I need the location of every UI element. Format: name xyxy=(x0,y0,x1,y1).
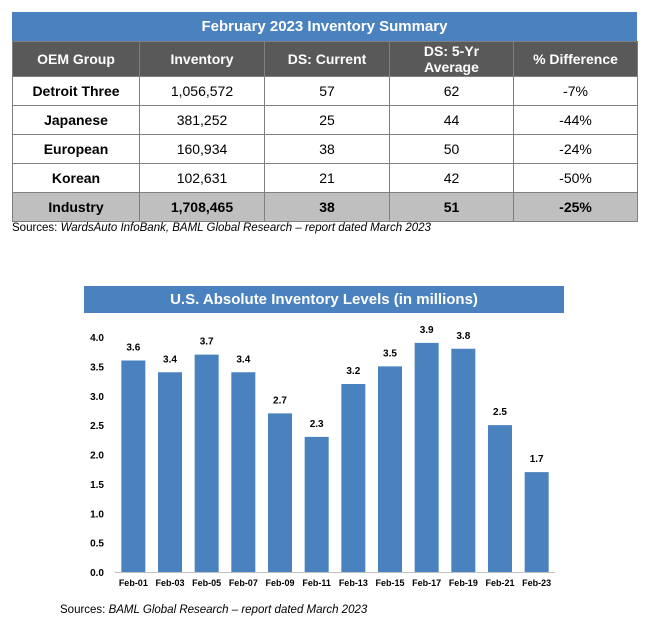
data-label: 3.9 xyxy=(419,324,434,336)
bar xyxy=(268,413,292,572)
data-label: 3.2 xyxy=(346,366,361,377)
data-label: 3.7 xyxy=(199,336,214,348)
cell-inventory: 102,631 xyxy=(140,164,265,193)
cell-inventory: 1,056,572 xyxy=(140,77,265,106)
bar xyxy=(305,437,329,572)
bar xyxy=(341,384,365,572)
cell-ds-current: 57 xyxy=(265,77,390,106)
table-total-row xyxy=(13,193,638,222)
x-tick-label: Feb-03 xyxy=(155,578,185,588)
x-tick-label: Feb-19 xyxy=(448,578,478,588)
cell-oem-group: Korean xyxy=(13,164,140,193)
y-tick-label: 0.0 xyxy=(90,568,104,579)
cell-pct-difference: -50% xyxy=(514,164,638,193)
cell-ds-current: 38 xyxy=(265,135,390,164)
x-tick-label: Feb-07 xyxy=(228,578,258,588)
bar xyxy=(451,349,475,572)
x-axis xyxy=(115,573,555,589)
bars xyxy=(121,325,548,572)
total-oem-group: Industry xyxy=(13,193,140,222)
data-label: 2.3 xyxy=(309,418,324,430)
y-tick-label: 3.0 xyxy=(90,391,104,403)
table-source-text: WardsAuto InfoBank, BAML Global Research – report dated March 2023 xyxy=(60,222,431,234)
data-label: 3.4 xyxy=(163,354,177,366)
x-tick-label: Feb-09 xyxy=(265,578,295,588)
table-source-label: Sources: xyxy=(12,222,61,234)
cell-ds-current: 21 xyxy=(265,164,390,193)
header-inventory: Inventory xyxy=(140,42,265,77)
total-ds-5yr-average: 51 xyxy=(390,193,514,222)
bar xyxy=(121,361,145,573)
y-tick-label: 3.5 xyxy=(90,362,104,374)
cell-inventory: 160,934 xyxy=(140,135,265,164)
table-header-row xyxy=(13,42,638,77)
data-label: 3.6 xyxy=(126,342,141,354)
table-title: February 2023 Inventory Summary xyxy=(12,12,637,41)
chart-source-note xyxy=(60,604,367,616)
y-tick-label: 1.5 xyxy=(90,479,104,491)
header-pct-difference: % Difference xyxy=(514,42,638,77)
y-tick-label: 0.5 xyxy=(90,538,104,550)
table-row xyxy=(13,135,638,164)
bar xyxy=(525,472,549,572)
bar xyxy=(378,366,402,572)
x-tick-label: Feb-11 xyxy=(302,578,331,588)
cell-ds-5yr-average: 50 xyxy=(390,135,514,164)
bar xyxy=(488,425,512,572)
x-tick-label: Feb-15 xyxy=(375,578,405,588)
x-tick-label: Feb-01 xyxy=(118,578,148,588)
data-label: 3.5 xyxy=(383,348,397,360)
cell-ds-current: 25 xyxy=(265,106,390,135)
cell-ds-5yr-average: 44 xyxy=(390,106,514,135)
header-oem-group: OEM Group xyxy=(13,42,140,77)
data-label: 1.7 xyxy=(529,454,544,466)
y-tick-label: 4.0 xyxy=(90,333,104,344)
x-tick-label: Feb-21 xyxy=(485,578,515,588)
cell-oem-group: European xyxy=(13,135,140,164)
header-ds-5yr-average xyxy=(390,42,514,77)
header-ds-current: DS: Current xyxy=(265,42,390,77)
data-label: 3.4 xyxy=(236,354,251,366)
cell-pct-difference: -24% xyxy=(514,135,638,164)
header-ds-5yr-average-text: DS: 5-Yr Average xyxy=(423,43,480,75)
x-tick-label: Feb-05 xyxy=(192,578,222,588)
table-row xyxy=(13,77,638,106)
x-tick-label: Feb-13 xyxy=(338,578,368,588)
y-tick-label: 1.0 xyxy=(90,509,104,521)
bar xyxy=(231,372,255,572)
y-tick-label: 2.5 xyxy=(90,421,104,433)
data-label: 2.5 xyxy=(493,407,507,419)
cell-ds-5yr-average: 42 xyxy=(390,164,514,193)
bar xyxy=(158,372,182,572)
total-ds-current: 38 xyxy=(265,193,390,222)
cell-oem-group: Detroit Three xyxy=(13,77,140,106)
bar xyxy=(415,343,439,572)
cell-ds-5yr-average: 62 xyxy=(390,77,514,106)
y-tick-label: 2.0 xyxy=(90,450,104,462)
chart-source-label: Sources: xyxy=(60,604,109,616)
cell-pct-difference: -7% xyxy=(514,77,638,106)
y-axis xyxy=(90,333,104,579)
table-row xyxy=(13,164,638,193)
chart-source-text: BAML Global Research – report dated March 2023 xyxy=(108,604,368,616)
cell-pct-difference: -44% xyxy=(514,106,638,135)
bar xyxy=(195,355,219,572)
inventory-table xyxy=(12,41,638,222)
total-inventory: 1,708,465 xyxy=(140,193,265,222)
x-tick-label: Feb-17 xyxy=(412,578,442,588)
cell-inventory: 381,252 xyxy=(140,106,265,135)
table-source-note xyxy=(12,222,431,234)
bar-chart xyxy=(0,320,649,590)
chart-title: U.S. Absolute Inventory Levels (in millions) xyxy=(84,286,564,313)
table-row xyxy=(13,106,638,135)
x-tick-label: Feb-23 xyxy=(522,578,552,588)
data-label: 3.8 xyxy=(456,330,471,342)
data-label: 2.7 xyxy=(273,395,287,407)
total-pct-difference: -25% xyxy=(514,193,638,222)
cell-oem-group: Japanese xyxy=(13,106,140,135)
